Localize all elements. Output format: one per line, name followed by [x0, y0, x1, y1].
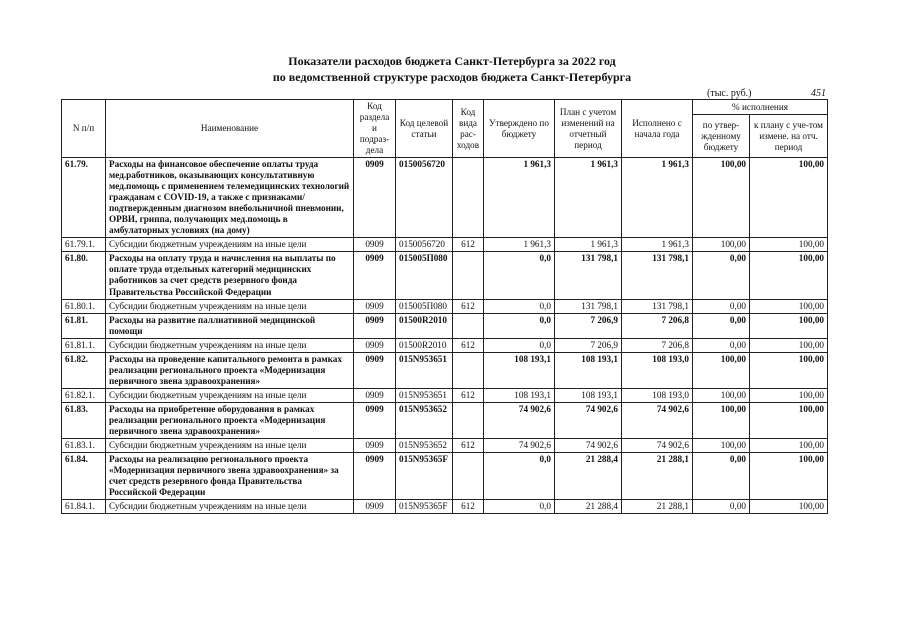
row-plan: 131 798,1	[555, 252, 622, 299]
row-executed: 131 798,1	[622, 252, 693, 299]
row-number: 61.81.1.	[62, 338, 106, 352]
row-number: 61.82.	[62, 352, 106, 388]
row-executed: 1 961,3	[622, 238, 693, 252]
row-plan: 21 288,4	[555, 500, 622, 514]
row-plan: 131 798,1	[555, 299, 622, 313]
row-pct-approved: 100,00	[693, 438, 750, 452]
row-pct-plan: 100,00	[750, 338, 828, 352]
expenditure-table	[61, 99, 828, 514]
header-name: Наименование	[106, 100, 354, 158]
row-section-code: 0909	[354, 452, 396, 499]
table-row	[62, 252, 828, 299]
row-approved: 74 902,6	[484, 402, 555, 438]
row-target-code: 015N953652	[396, 438, 453, 452]
row-type-code: 612	[453, 299, 484, 313]
header-plan: План с учетом изменений на отчетный период	[555, 100, 622, 158]
row-pct-approved: 0,00	[693, 338, 750, 352]
row-executed: 7 206,8	[622, 338, 693, 352]
row-target-code: 015N953651	[396, 352, 453, 388]
row-executed: 131 798,1	[622, 299, 693, 313]
row-pct-approved: 0,00	[693, 299, 750, 313]
row-executed: 108 193,0	[622, 388, 693, 402]
row-executed: 21 288,1	[622, 500, 693, 514]
row-plan: 21 288,4	[555, 452, 622, 499]
row-name: Субсидии бюджетным учреждениям на иные цели	[106, 338, 354, 352]
row-target-code: 01500R2010	[396, 338, 453, 352]
table-row	[62, 299, 828, 313]
row-pct-approved: 0,00	[693, 252, 750, 299]
row-pct-approved: 0,00	[693, 452, 750, 499]
row-approved: 1 961,3	[484, 238, 555, 252]
row-plan: 1 961,3	[555, 238, 622, 252]
table-row	[62, 338, 828, 352]
row-type-code	[453, 402, 484, 438]
row-pct-plan: 100,00	[750, 158, 828, 238]
row-name: Расходы на развитие паллиативной медицинской помощи	[106, 313, 354, 338]
row-name: Расходы на оплату труда и начисления на выплаты по оплате труда отдельных категорий медицинских работников за счет средств резервного фонда Правительства Российской Федерации	[106, 252, 354, 299]
table-row	[62, 313, 828, 338]
header-section-code: Код раздела и подраз-дела	[354, 100, 396, 158]
row-executed: 74 902,6	[622, 438, 693, 452]
row-plan: 7 206,9	[555, 338, 622, 352]
row-type-code	[453, 352, 484, 388]
row-section-code: 0909	[354, 438, 396, 452]
row-plan: 74 902,6	[555, 438, 622, 452]
row-pct-plan: 100,00	[750, 238, 828, 252]
row-plan: 7 206,9	[555, 313, 622, 338]
row-approved: 0,0	[484, 500, 555, 514]
row-type-code: 612	[453, 438, 484, 452]
row-type-code: 612	[453, 388, 484, 402]
table-row	[62, 238, 828, 252]
row-number: 61.83.1.	[62, 438, 106, 452]
row-number: 61.82.1.	[62, 388, 106, 402]
row-pct-plan: 100,00	[750, 402, 828, 438]
row-pct-plan: 100,00	[750, 388, 828, 402]
row-section-code: 0909	[354, 252, 396, 299]
row-plan: 108 193,1	[555, 352, 622, 388]
row-approved: 74 902,6	[484, 438, 555, 452]
row-executed: 7 206,8	[622, 313, 693, 338]
header-pct-plan: к плану с уче-том измене. на отч. период	[750, 115, 828, 158]
row-name: Субсидии бюджетным учреждениям на иные цели	[106, 238, 354, 252]
row-executed: 1 961,3	[622, 158, 693, 238]
row-type-code	[453, 252, 484, 299]
row-section-code: 0909	[354, 338, 396, 352]
row-type-code	[453, 158, 484, 238]
row-section-code: 0909	[354, 313, 396, 338]
row-target-code: 015N95365F	[396, 500, 453, 514]
table-row	[62, 158, 828, 238]
row-number: 61.80.	[62, 252, 106, 299]
row-target-code: 0150056720	[396, 238, 453, 252]
row-approved: 1 961,3	[484, 158, 555, 238]
row-number: 61.80.1.	[62, 299, 106, 313]
document-title: Показатели расходов бюджета Санкт-Петербурга за 2022 год	[288, 54, 616, 68]
row-section-code: 0909	[354, 299, 396, 313]
row-section-code: 0909	[354, 388, 396, 402]
row-name: Расходы на проведение капитального ремонта в рамках реализации регионального проекта «Модернизация первичного звена здравоохранения»	[106, 352, 354, 388]
header-pct-approved: по утвер-жденному бюджету	[693, 115, 750, 158]
units-label: (тыс. руб.)	[707, 88, 752, 99]
row-number: 61.79.1.	[62, 238, 106, 252]
row-target-code: 015N953652	[396, 402, 453, 438]
row-plan: 74 902,6	[555, 402, 622, 438]
row-pct-plan: 100,00	[750, 352, 828, 388]
table-header	[62, 100, 828, 158]
row-name: Субсидии бюджетным учреждениям на иные цели	[106, 299, 354, 313]
row-section-code: 0909	[354, 352, 396, 388]
row-approved: 0,0	[484, 299, 555, 313]
row-plan: 1 961,3	[555, 158, 622, 238]
row-pct-plan: 100,00	[750, 500, 828, 514]
table-body	[62, 158, 828, 514]
row-pct-plan: 100,00	[750, 313, 828, 338]
row-name: Субсидии бюджетным учреждениям на иные цели	[106, 438, 354, 452]
row-target-code: 01500R2010	[396, 313, 453, 338]
row-target-code: 015005П080	[396, 299, 453, 313]
row-section-code: 0909	[354, 158, 396, 238]
row-approved: 0,0	[484, 452, 555, 499]
row-name: Субсидии бюджетным учреждениям на иные цели	[106, 388, 354, 402]
row-target-code: 015N95365F	[396, 452, 453, 499]
row-target-code: 015005П080	[396, 252, 453, 299]
header-num: N п/п	[62, 100, 106, 158]
row-pct-approved: 100,00	[693, 402, 750, 438]
row-section-code: 0909	[354, 500, 396, 514]
row-type-code: 612	[453, 338, 484, 352]
row-number: 61.79.	[62, 158, 106, 238]
row-name: Субсидии бюджетным учреждениям на иные цели	[106, 500, 354, 514]
document-subtitle: по ведомственной структуре расходов бюджета Санкт-Петербурга	[272, 70, 632, 84]
row-name: Расходы на реализацию регионального проекта «Модернизация первичного звена здравоохранения» за счет средств резервного фонда Правительства Российской Федерации	[106, 452, 354, 499]
row-number: 61.84.	[62, 452, 106, 499]
row-executed: 108 193,0	[622, 352, 693, 388]
header-target-code: Код целевой статьи	[396, 100, 453, 158]
header-pct: % исполнения	[693, 100, 828, 115]
header-approved: Утверждено по бюджету	[484, 100, 555, 158]
page-number: 451	[811, 88, 826, 99]
row-number: 61.81.	[62, 313, 106, 338]
row-type-code: 612	[453, 238, 484, 252]
row-approved: 0,0	[484, 313, 555, 338]
row-name: Расходы на финансовое обеспечение оплаты труда мед.работников, оказывающих консультативную мед.помощь с применением телемедицинских технологий гражданам с COVID-19, а также с признаками/подтвержденным диагнозом внебольничной пневмонии, ОРВИ, гриппа, получающих мед.помощь в амбулаторных условиях (на дому)	[106, 158, 354, 238]
row-section-code: 0909	[354, 238, 396, 252]
row-target-code: 015N953651	[396, 388, 453, 402]
row-pct-approved: 100,00	[693, 352, 750, 388]
row-pct-plan: 100,00	[750, 452, 828, 499]
row-executed: 21 288,1	[622, 452, 693, 499]
row-plan: 108 193,1	[555, 388, 622, 402]
row-pct-approved: 100,00	[693, 388, 750, 402]
row-pct-approved: 100,00	[693, 158, 750, 238]
row-target-code: 0150056720	[396, 158, 453, 238]
header-executed: Исполнено с начала года	[622, 100, 693, 158]
row-type-code: 612	[453, 500, 484, 514]
table-row	[62, 438, 828, 452]
row-pct-plan: 100,00	[750, 438, 828, 452]
table-row	[62, 500, 828, 514]
row-pct-approved: 0,00	[693, 313, 750, 338]
table-row	[62, 402, 828, 438]
row-executed: 74 902,6	[622, 402, 693, 438]
row-type-code	[453, 452, 484, 499]
row-number: 61.83.	[62, 402, 106, 438]
row-type-code	[453, 313, 484, 338]
row-name: Расходы на приобретение оборудования в рамках реализации регионального проекта «Модернизация первичного звена здравоохранения»	[106, 402, 354, 438]
row-pct-plan: 100,00	[750, 252, 828, 299]
row-number: 61.84.1.	[62, 500, 106, 514]
row-approved: 108 193,1	[484, 352, 555, 388]
row-approved: 0,0	[484, 338, 555, 352]
row-pct-approved: 0,00	[693, 500, 750, 514]
table-row	[62, 452, 828, 499]
row-pct-plan: 100,00	[750, 299, 828, 313]
header-type-code: Код вида рас-ходов	[453, 100, 484, 158]
table-row	[62, 388, 828, 402]
table-row	[62, 352, 828, 388]
row-approved: 0,0	[484, 252, 555, 299]
row-approved: 108 193,1	[484, 388, 555, 402]
row-section-code: 0909	[354, 402, 396, 438]
row-pct-approved: 100,00	[693, 238, 750, 252]
